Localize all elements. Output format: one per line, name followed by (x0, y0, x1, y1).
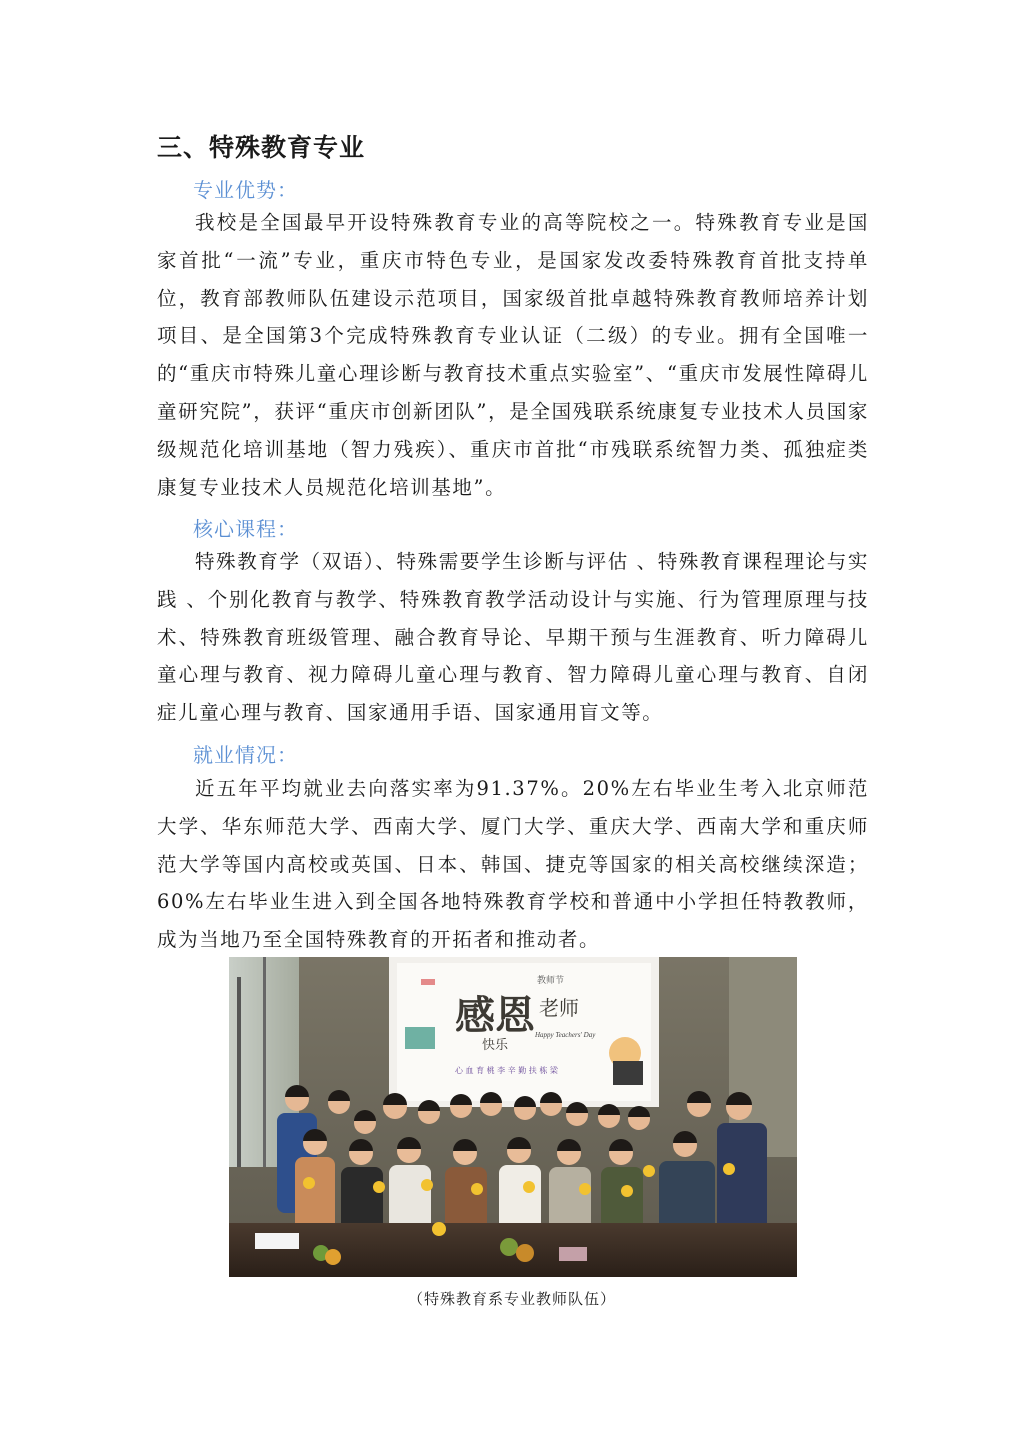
screen-small-text: 快乐 (482, 1038, 509, 1053)
screen-teacher-text: 老师 (539, 996, 579, 1020)
employment-heading: 就业情况： (193, 743, 298, 767)
screen-english-text: Happy Teachers' Day (535, 1031, 596, 1039)
courses-paragraph: 特殊教育学（双语）、特殊需要学生诊断与评估 、特殊教育课程理论与实践 、个别化教育与教学、特殊教育教学活动设计与实施、行为管理原理与技术、特殊教育班级管理、融合教育导论、早期干预与生涯教育、听力障碍儿童心理与教育、视力障碍儿童心理与教育、智力障碍儿童心理与教育、自闭症儿童心理与教育、国家通用手语、国家通用盲文等。 (157, 550, 869, 725)
advantages-heading: 专业优势： (193, 178, 298, 202)
employment-paragraph: 近五年平均就业去向落实率为91.37%。20%左右毕业生考入北京师范大学、华东师范大学、西南大学、厦门大学、重庆大学、西南大学和重庆师范大学等国内高校或英国、日本、韩国、捷克等国家的相关高校继续深造；60%左右毕业生进入到全国各地特殊教育学校和普通中小学担任特教教师，成为当地乃至全国特殊教育的开拓者和推动者。 (157, 777, 869, 952)
projection-screen (389, 957, 659, 1107)
group-photo (229, 957, 797, 1277)
courses-heading: 核心课程： (193, 517, 298, 541)
screen-festival-text: 教师节 (537, 976, 565, 986)
section-title: 三、特殊教育专业 (157, 133, 366, 162)
screen-slogan-text: 心 血 育 桃 李 辛 勤 扶 栋 梁 (455, 1066, 558, 1075)
advantages-paragraph: 我校是全国最早开设特殊教育专业的高等院校之一。特殊教育专业是国家首批“一流”专业，重庆市特色专业，是国家发改委特殊教育首批支持单位，教育部教师队伍建设示范项目，国家级首批卓越特殊教育教师培养计划项目、是全国第3个完成特殊教育专业认证（二级）的专业。拥有全国唯一的“重庆市特殊儿童心理诊断与教育技术重点实验室”、“重庆市发展性障碍儿童研究院”，获评“重庆市创新团队”，是全国残联系统康复专业技术人员国家级规范化培训基地（智力残疾）、重庆市首批“市残联系统智力类、孤独症类康复专业技术人员规范化培训基地”。 (157, 211, 869, 499)
photo-caption: （特殊教育系专业教师队伍） (407, 1290, 616, 1308)
screen-big-text: 感恩 (455, 993, 535, 1039)
